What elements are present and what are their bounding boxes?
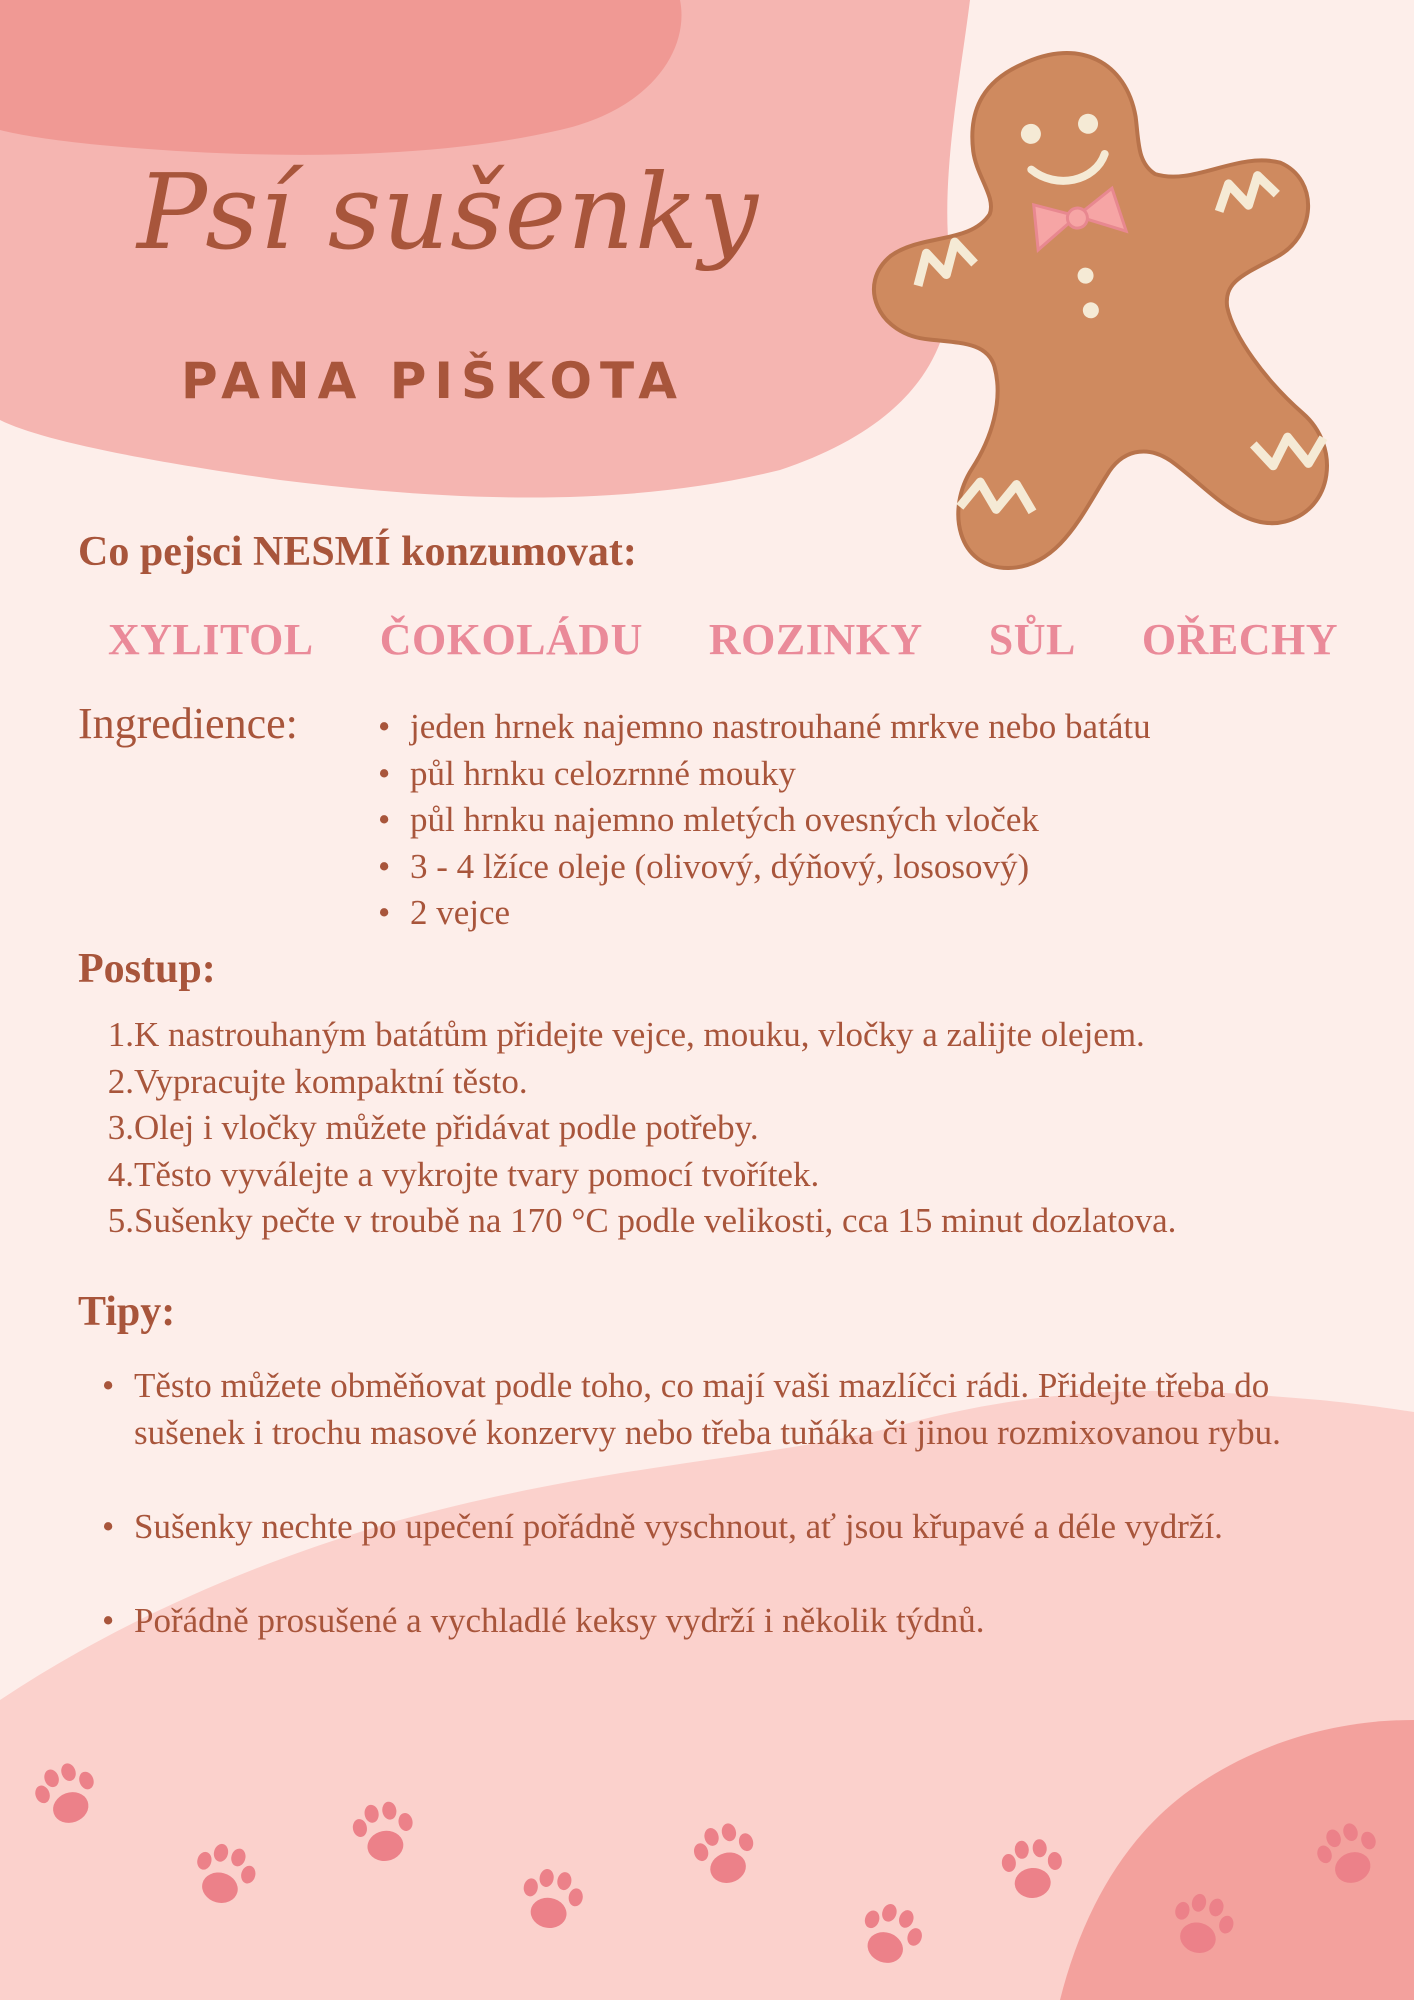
ingredients-label: Ingredience: [78,699,298,748]
forbidden-list [108,614,1338,665]
page-subtitle: PANA PIŠKOTA [181,352,685,410]
step-number: 5. [107,1201,134,1240]
forbidden-item: XYLITOL [108,615,314,664]
tip-item: • Těsto můžete obměňovat podle toho, co mají vaši mazlíčci rádi. Přidejte třeba do sušenek i trochu masové konzervy nebo třeba tuňáka či jinou rozmixovanou rybu. [96,1362,1386,1456]
ingredients-list [372,704,1372,937]
ingredient-item: • půl hrnku celozrnné mouky [372,751,1372,798]
ingredient-item: • jeden hrnek najemno nastrouhané mrkve nebo batátu [372,704,1372,751]
step-item [96,1152,1396,1199]
tip-item: • Pořádně prosušené a vychladlé keksy vydrží i několik týdnů. [96,1597,1386,1644]
step-text: Vypracujte kompaktní těsto. [134,1061,528,1101]
step-item [96,1198,1396,1245]
forbidden-heading: Co pejsci NESMÍ konzumovat: [78,529,637,575]
step-text: Sušenky pečte v troubě na 170 °C podle velikosti, cca 15 minut dozlatova. [134,1201,1177,1240]
steps-heading: Postup: [78,946,216,992]
forbidden-item: ROZINKY [708,615,923,664]
step-number: 2. [107,1061,134,1101]
ingredient-item: • 3 - 4 lžíce oleje (olivový, dýňový, lososový) [372,844,1372,891]
forbidden-item: OŘECHY [1141,615,1338,664]
step-number: 3. [107,1108,134,1147]
ingredient-item: • 2 vejce [372,890,1372,937]
steps-list [96,1012,1396,1245]
tips-list [96,1362,1386,1691]
step-text: K nastrouhaným batátům přidejte vejce, mouku, vločky a zalijte olejem. [134,1015,1145,1054]
gingerbread-man-icon [838,36,1338,596]
step-text: Těsto vyválejte a vykrojte tvary pomocí tvořítek. [134,1154,820,1194]
forbidden-item: SŮL [988,615,1076,664]
step-text: Olej i vločky můžete přidávat podle potřeby. [134,1108,759,1147]
step-item [96,1012,1396,1059]
step-item [96,1105,1396,1152]
page-title: Psí sušenky [137,151,759,273]
step-number: 4. [107,1154,134,1194]
forbidden-item: ČOKOLÁDU [379,615,643,664]
tips-heading: Tipy: [78,1289,176,1335]
ingredient-item: • půl hrnku najemno mletých ovesných vloček [372,797,1372,844]
step-number: 1. [107,1015,134,1054]
step-item [96,1059,1396,1106]
tip-item: • Sušenky nechte po upečení pořádně vyschnout, ať jsou křupavé a déle vydrží. [96,1503,1386,1550]
